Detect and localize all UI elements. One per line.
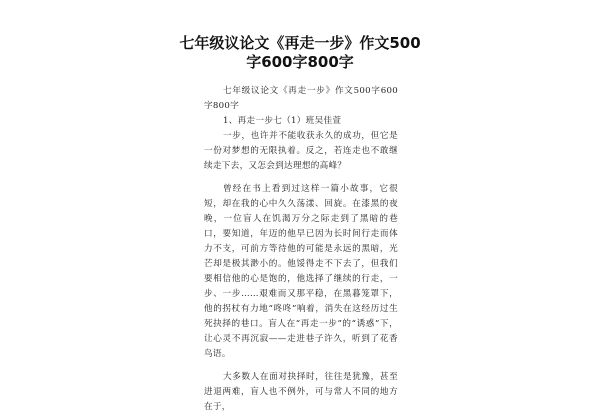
- subtitle: 七年级议论文《再走一步》作文500字600字800字: [204, 86, 398, 111]
- paragraph-3: 大多数人在面对抉择时，往往是犹豫，甚至进退两难，盲人也不例外，可与常人不同的地方在于，: [204, 372, 398, 412]
- title-line-1: 七年级议论文《再走一步》作文500: [179, 34, 421, 52]
- paragraph-1: 一步，也许并不能收获永久的成功，但它是一份对梦想的无限执着。反之，若连走也不敢继续走下去，又怎会到达理想的高峰？: [204, 131, 398, 171]
- title-line-2: 字600字800字: [246, 53, 354, 71]
- document-title: [0, 34, 600, 72]
- paragraph-2: 曾经在书上看到过这样一篇小故事，它很短，却在我的心中久久荡漾、回旋。在漆黑的夜晚，一位盲人在饥渴万分之际走到了黑暗的巷口，要知道，年迈的他早已因为长时间行走而体力不支，可前方等待他的可能是永远的黑暗，光芒却是极其渺小的。他馁得走不下去了，但我们要相信他的心是饱的，他选择了继续的行走，一步、一步……艰难而又那平稳，在黑暮笼罩下，他的拐杖有力地“咚咚”响着，消失在这经历过生死抉择的巷口。盲人在“再走一步”的“诱惑”下，让心灵不再沉寂——走进巷子许久，听到了花香鸟语。: [204, 184, 398, 359]
- document-body: [204, 84, 398, 415]
- section-heading: 1、再走一步七（1）班吴佳萱: [223, 116, 342, 126]
